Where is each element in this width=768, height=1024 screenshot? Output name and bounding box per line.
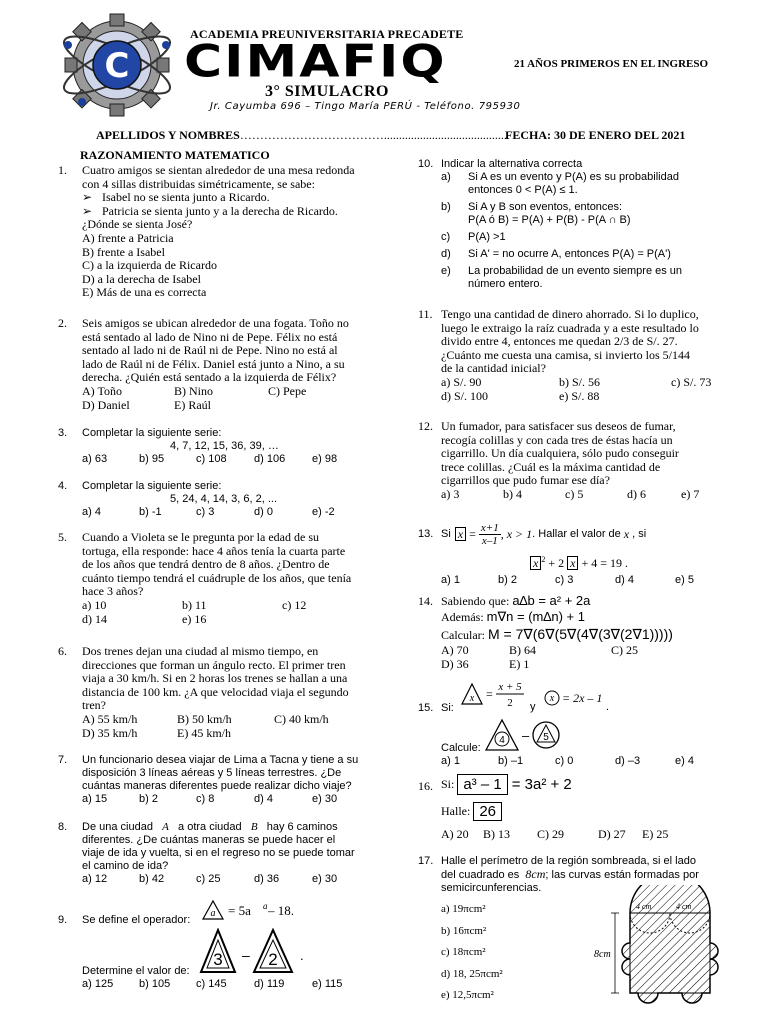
q9-number: 9. (58, 914, 68, 926)
q7-number: 7. (58, 754, 68, 766)
q9-stem: Se define el operador: (82, 914, 191, 926)
svg-text:2: 2 (268, 950, 278, 969)
svg-text:.: . (300, 948, 304, 963)
brand-name: CIMAFIQ (184, 36, 447, 88)
q15-expression (482, 718, 572, 752)
q15-definitions (460, 678, 640, 714)
svg-text:= 2x – 1: = 2x – 1 (562, 691, 603, 705)
question-14: Sabiendo que: a∆b = a² + 2a Además: m∇n = (m∆n) + 1 Calcular: M = 7∇(6∇(5∇(4∇(3∇(2∇1))))) A) 70 B) 64 C) 25 D) 36 E) 1 (441, 593, 673, 671)
svg-text:4 cm: 4 cm (636, 902, 652, 911)
q16-number: 16. (418, 779, 433, 793)
svg-text:y: y (530, 701, 536, 713)
svg-text:.: . (606, 701, 610, 713)
question-7: Un funcionario desea viajar de Lima a Tacna y tiene a su disposición 3 líneas aéreas y 5 líneas terrestres. ¿De cuántas maneras diferentes puede realizar dicho viaje? a) 15 b) 2 c) 8 d) 4 e) 30 (82, 754, 359, 805)
question-3: Completar la siguiente serie: 4, 7, 12, 15, 36, 39, … a) 63 b) 95 c) 108 d) 106 e) 98 (82, 427, 338, 465)
q9-answers: Determine el valor de: a) 125 b) 105 c) 145 d) 119 e) 115 (82, 965, 343, 990)
svg-text:4: 4 (499, 735, 505, 746)
q11-number: 11. (418, 307, 433, 321)
q13-definition: Si x = $\frac{x+1}{x-1}$ , x > 1 . Hallar el valor de x , si (441, 521, 647, 547)
q17-number: 17. (418, 855, 434, 867)
q13-equation: x $^2$ + 2 x + 4 = 19 . (530, 555, 628, 571)
q17-shaded-figure (590, 885, 730, 1005)
question-6: Dos trenes dejan una ciudad al mismo tiempo, en direcciones que forman un ángulo recto. El primer tren viaja a 30 km/h. Si en 2 horas los trenes se hallan a una distancia de 100 km. ¿A que velocidad viaja el segundo tren? A) 55 km/h B) 50 km/h C) 40 km/h D) 35 km/h E) 45 km/h (82, 644, 349, 740)
q12-number: 12. (418, 419, 433, 433)
svg-text:3: 3 (213, 950, 223, 969)
question-11: Tengo una cantidad de dinero ahorrado. Si lo duplico, luego le extraigo la raíz cuadrada y a este resultado lo divido entre 4, entonces me quedan 2/3 de S/. 27. ¿Cuánto me cuesta una camisa, si invierto los 5/144 de la cantidad inicial? a) S/. 90 b) S/. 56 c) S/. 73 d) S/. 100 e) S/. 88 (441, 307, 712, 403)
question-8: De una ciudad A a otra ciudad B hay 6 caminos diferentes. ¿De cuántas maneras se puede hacer el viaje de ida y vuelta, si en el regreso no se puede tomar el camino de ida? a) 12 b) 42 c) 25 d) 36 e) 30 (82, 821, 355, 885)
q15-number: 15. (418, 702, 434, 714)
names-field (96, 128, 507, 143)
names-dots: ………………………………......................................... (239, 128, 507, 142)
q14-number: 14. (418, 594, 433, 608)
q2-number: 2. (58, 316, 67, 330)
q9-operator-definition (200, 899, 330, 925)
q16-options: A) 20 B) 13 C) 29 D) 27 E) 25 (441, 827, 669, 841)
svg-text:=: = (486, 687, 493, 701)
tagline: 21 AÑOS PRIMEROS EN EL INGRESO (514, 58, 709, 70)
q13-number: 13. (418, 528, 434, 540)
svg-text:–: – (242, 947, 250, 963)
q15-si: Si: (441, 702, 454, 714)
svg-text:8cm: 8cm (594, 949, 611, 960)
svg-text:– 18.: – 18. (268, 903, 294, 918)
arrow-bullet-icon: ➢ (82, 190, 93, 205)
question-1: Cuatro amigos se sientan alrededor de una mesa redonda con 4 sillas distribuidas simétricamente, se sabe: ➢ Isabel no se sienta junto a Ricardo. ➢ Patricia se sienta junto y a la derecha de Ricardo. ¿Dónde se sienta José? A) frente a Patricia B) frente a Isabel C) a la izquierda de Ricardo D) a la derecha de Isabel E) Más de una es correcta (82, 163, 355, 300)
question-10: Indicar la alternativa correcta a) Si A es un evento y P(A) es su probabilidad entonces 0 < P(A) ≤ 1. b) Si A y B son eventos, entonces: P(A ó B) = P(A) + P(B) - P(A ∩ B) c) P(A) >1 d) Si A' = no ocurre A, entonces P(A) = P(A') e) La probabilidad de un evento siempre es un número entero. (441, 158, 683, 290)
q16-definition: Si: a³ – 1 = 3a² + 2 (441, 776, 572, 793)
exam-title: 3° SIMULACRO (265, 83, 389, 100)
question-17: Halle el perímetro de la región sombreada, si el lado del cuadrado es 8cm; las curvas están formadas por semicircunferencias. (441, 855, 699, 894)
svg-text:–: – (522, 728, 530, 743)
svg-text:x: x (549, 693, 555, 704)
svg-text:x + 5: x + 5 (498, 681, 522, 693)
svg-text:a: a (210, 908, 216, 919)
q1-number: 1. (58, 163, 67, 177)
exam-date: FECHA: 30 DE ENERO DEL 2021 (505, 128, 686, 142)
q17-options: a) 19πcm² b) 16πcm² c) 18πcm² d) 18, 25πcm² e) 12,5πcm² (441, 903, 503, 1001)
q13-options: a) 1 b) 2 c) 3 d) 4 e) 5 (441, 574, 694, 586)
q5-number: 5. (58, 530, 67, 544)
section-title: RAZONAMIENTO MATEMATICO (80, 148, 270, 162)
q8-number: 8. (58, 821, 68, 833)
svg-text:4 cm: 4 cm (676, 902, 692, 911)
svg-text:x: x (469, 693, 475, 704)
svg-text:= 5a: = 5a (228, 903, 251, 918)
question-4: Completar la siguiente serie: 5, 24, 4, 14, 3, 6, 2, ... a) 4 b) -1 c) 3 d) 0 e) -2 (82, 480, 335, 518)
q15-calc: Calcule: (441, 742, 481, 754)
names-label: APELLIDOS Y NOMBRES (96, 128, 240, 142)
cimafiq-logo (52, 10, 182, 120)
question-5: Cuando a Violeta se le pregunta por la edad de su tortuga, ella responde: hace 4 años tenía la cuarta parte de los años que tendrá dentro de 8 años. ¿Dentro de cuánto tiempo tendrá el cuádruple de los años, que tenía hace 3 años? a) 10 b) 11 c) 12 d) 14 e) 16 (82, 530, 352, 626)
svg-text:a: a (263, 901, 268, 911)
svg-text:5: 5 (543, 732, 549, 743)
question-2: Seis amigos se ubican alrededor de una fogata. Toño no está sentado al lado de Nino ni de Pepe. Félix no está sentado al lado ni de Raúl ni de Pepe. Nino no está al lado de Raúl ni de Félix. Daniel está junto a Nino, a su derecha. ¿Quién está sentado a la izquierda de Félix? A) Toño B) Nino C) Pepe D) Daniel E) Raúl (82, 316, 349, 412)
address-line: Jr. Cayumba 696 – Tingo María PERÚ - Teléfono. 795930 (210, 101, 521, 112)
q10-number: 10. (418, 158, 434, 170)
arrow-bullet-icon: ➢ (82, 203, 93, 218)
q16-halle: Halle: 26 (441, 802, 502, 821)
q15-options: a) 1 b) –1 c) 0 d) –3 e) 4 (441, 755, 694, 767)
academy-name: ACADEMIA PREUNIVERSITARIA PRECADETE (190, 27, 464, 41)
svg-text:2: 2 (507, 697, 513, 709)
q3-number: 3. (58, 427, 68, 439)
question-12: Un fumador, para satisfacer sus deseos de fumar, recogía colillas y con cada tres de éstas hacía un cigarrillo. Un día cualquiera, sólo pudo conseguir trece colillas. ¿Cuál es la máxima cantidad de cigarrillos que pudo fumar ese día? a) 3 b) 4 c) 5 d) 6 e) 7 (441, 419, 700, 501)
q6-number: 6. (58, 644, 67, 658)
q4-number: 4. (58, 480, 68, 492)
logo-letter: C (104, 46, 130, 86)
